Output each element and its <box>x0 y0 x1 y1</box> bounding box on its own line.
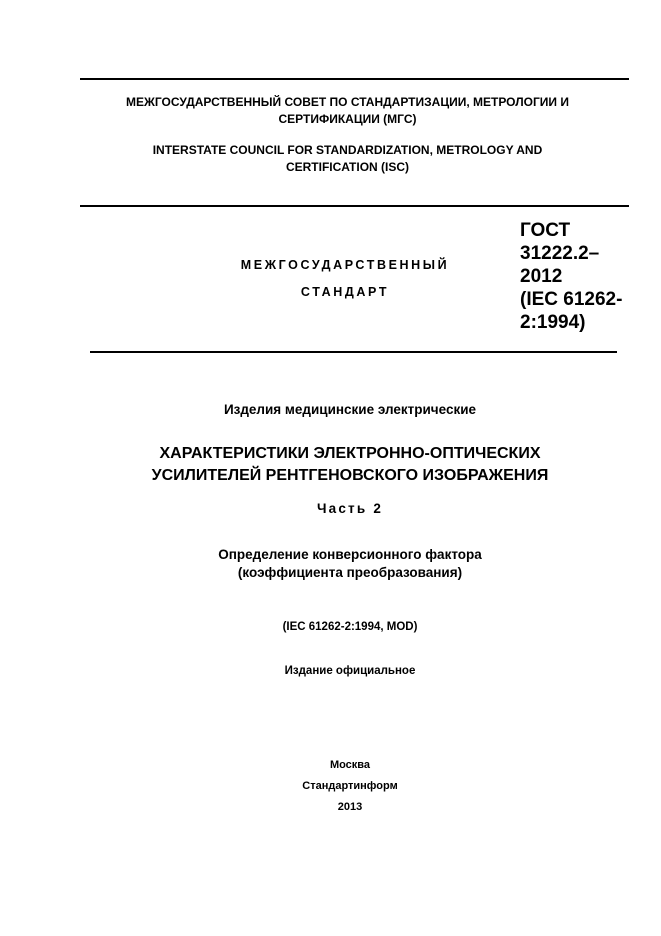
title-reference: (IEC 61262-2:1994, MOD) <box>282 621 418 633</box>
council-name-en-line2: CERTIFICATION (ISC) <box>285 160 410 174</box>
title-subtitle-line2: (коэффициента преобразования) <box>237 565 463 580</box>
title-group: Изделия медицинские электрические <box>223 402 477 417</box>
designation-line1: ГОСТ <box>520 220 571 241</box>
imprint-city: Москва <box>329 759 371 771</box>
title-main-line2: УСИЛИТЕЛЕЙ РЕНТГЕНОВСКОГО ИЗОБРАЖЕНИЯ <box>151 467 549 484</box>
header-rule <box>80 205 629 207</box>
standard-designation <box>520 219 660 334</box>
designation-line2: 31222.2– <box>520 243 600 264</box>
designation-line4: (IEC 61262- <box>520 289 623 310</box>
standard-label-line1: МЕЖГОСУДАРСТВЕННЫЙ <box>240 258 450 272</box>
title-part: Часть 2 <box>316 501 384 516</box>
council-name-ru-line1: МЕЖГОСУДАРСТВЕННЫЙ СОВЕТ ПО СТАНДАРТИЗАЦИИ, МЕТРОЛОГИИ И <box>126 95 569 109</box>
standard-label-line2: СТАНДАРТ <box>300 285 390 299</box>
edition-label: Издание официальное <box>284 665 416 677</box>
council-name-ru-line2: СЕРТИФИКАЦИИ (МГС) <box>278 112 417 126</box>
imprint-year: 2013 <box>337 801 363 813</box>
title-main-line1: ХАРАКТЕРИСТИКИ ЭЛЕКТРОННО-ОПТИЧЕСКИХ <box>159 445 541 462</box>
council-name-en-line1: INTERSTATE COUNCIL FOR STANDARDIZATION, METROLOGY AND <box>152 143 543 157</box>
imprint-publisher: Стандартинформ <box>302 780 398 792</box>
title-subtitle-line1: Определение конверсионного фактора <box>218 547 482 562</box>
title-subtitle <box>60 546 640 582</box>
title-main <box>60 443 640 487</box>
title-rule <box>90 351 617 353</box>
council-name-ru <box>80 94 615 128</box>
council-name-en <box>80 142 615 176</box>
designation-line3: 2012 <box>520 266 563 287</box>
designation-line5: 2:1994) <box>520 312 586 333</box>
top-rule <box>80 78 629 80</box>
